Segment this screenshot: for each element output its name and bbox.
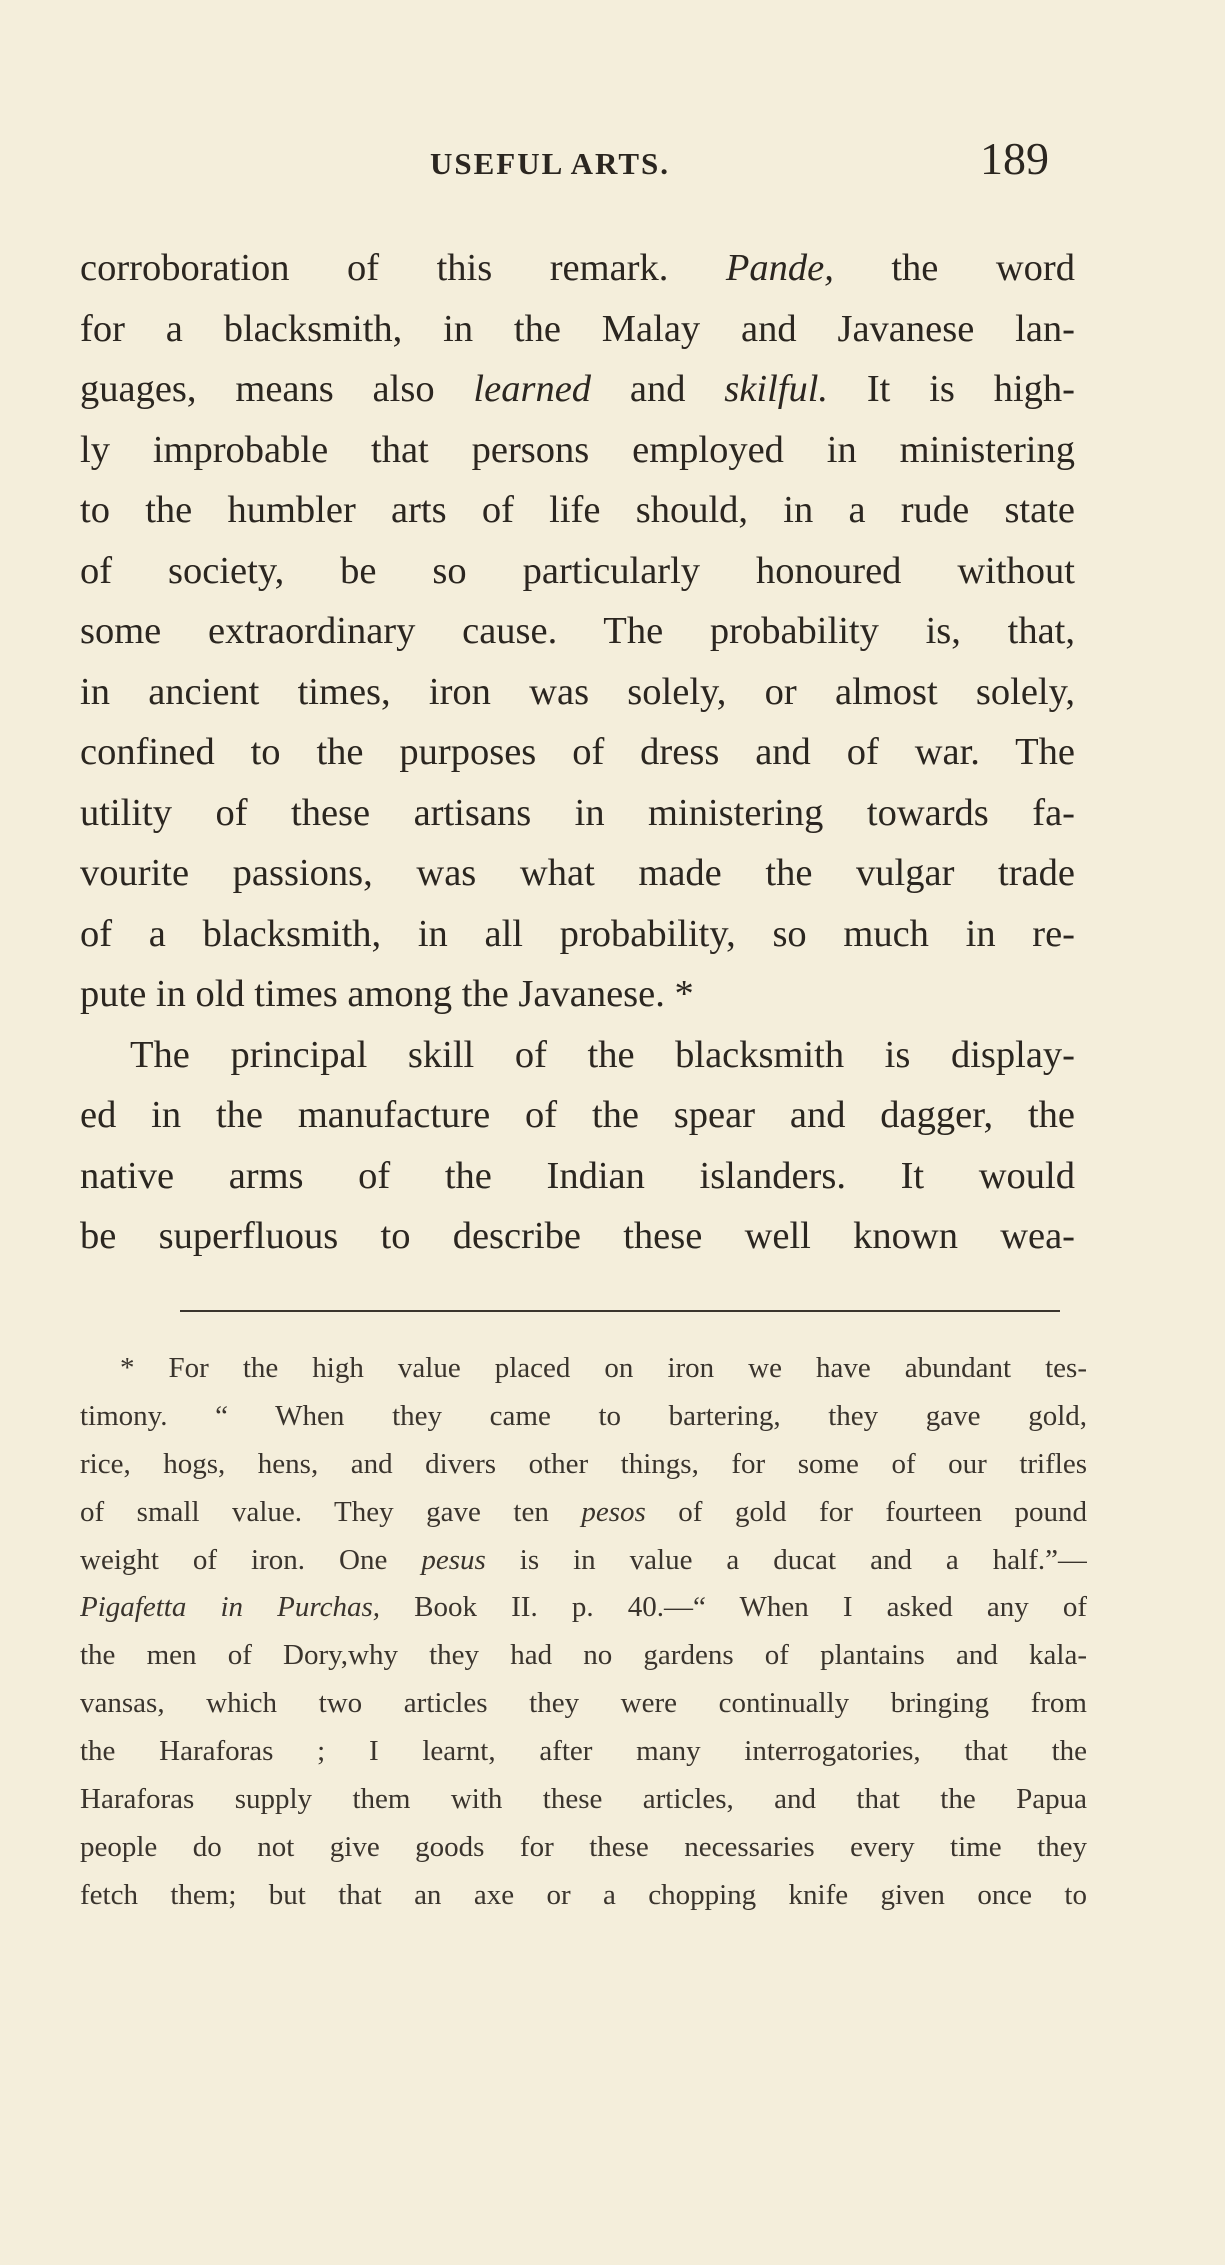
body-text: of society, be so particularly honoured without [80, 549, 1075, 592]
footnote-text: of gold for fourteen pound [645, 1495, 1087, 1528]
body-line [80, 420, 1075, 481]
footnote-text: the men of Dory,why they had no gardens of plantains and kala- [80, 1639, 1087, 1672]
footnote-italic-text: Pigafetta in Purchas, [80, 1591, 380, 1624]
body-text [80, 238, 1075, 1267]
body-line [80, 541, 1075, 602]
footnote-line [80, 1872, 1087, 1920]
footnote-line [80, 1680, 1087, 1728]
body-text: of a blacksmith, in all probability, so much in re- [80, 912, 1075, 955]
body-line [80, 1146, 1075, 1207]
body-line [80, 238, 1075, 299]
body-line [80, 359, 1075, 420]
body-text: guages, means also [80, 368, 474, 410]
body-line [80, 783, 1075, 844]
footnote-line [80, 1489, 1087, 1537]
body-text: to the humbler arts of life should, in a rude state [80, 489, 1075, 531]
body-text: ed in the manufacture of the spear and dagger, the [80, 1094, 1075, 1136]
body-text: utility of these artisans in ministering towards fa- [80, 791, 1075, 834]
body-text: and [591, 368, 725, 410]
running-title: USEFUL ARTS. [430, 146, 670, 181]
footnote-line [80, 1776, 1087, 1824]
footnote-text: * For the high value placed on iron we have abundant tes- [120, 1352, 1087, 1384]
body-text: the word [833, 247, 1075, 289]
body-text: be superfluous to describe these well known wea- [80, 1215, 1075, 1257]
body-text: some extraordinary cause. The probability is, that, [80, 610, 1075, 652]
body-text: The principal skill of the blacksmith is display- [130, 1033, 1075, 1076]
footnote-text: vansas, which two articles they were continually bringing from [80, 1687, 1087, 1720]
footnote-text: weight of iron. One [80, 1543, 422, 1576]
footnote-italic-text: pesos [581, 1495, 646, 1528]
body-text: native arms of the Indian islanders. It would [80, 1154, 1075, 1197]
footnote-line [80, 1393, 1087, 1441]
body-line [80, 722, 1075, 783]
footnote-rule [180, 1310, 1060, 1312]
body-text: vourite passions, was what made the vulgar trade [80, 852, 1075, 894]
body-line [80, 1085, 1075, 1146]
body-italic-text: learned [473, 368, 592, 410]
footnote-text: fetch them; but that an axe or a chopping knife given once to [80, 1878, 1087, 1911]
footnote-line [80, 1824, 1087, 1872]
footnote-text: of small value. They gave ten [80, 1495, 582, 1528]
footnote-text: rice, hogs, hens, and divers other things, for some of our trifles [80, 1447, 1087, 1480]
page-number: 189 [980, 133, 1049, 184]
body-text: It is high- [828, 368, 1075, 410]
running-head [0, 128, 1225, 188]
body-text: corroboration of this remark. [80, 247, 726, 289]
footnote-line [80, 1441, 1087, 1489]
body-text: pute in old times among the Javanese. * [80, 973, 694, 1015]
body-italic-text: skilful. [724, 368, 829, 410]
footnote [80, 1345, 1087, 1920]
body-line [80, 480, 1075, 541]
footnote-text: the Haraforas ; I learnt, after many interrogatories, that the [80, 1735, 1087, 1768]
footnote-line [80, 1584, 1087, 1632]
body-text: for a blacksmith, in the Malay and Javanese lan- [80, 307, 1075, 350]
footnote-line [80, 1345, 1087, 1393]
body-text: in ancient times, iron was solely, or almost solely, [80, 670, 1075, 713]
body-line [80, 904, 1075, 965]
body-line [80, 843, 1075, 904]
body-line [80, 601, 1075, 662]
footnote-text: is in value a ducat and a half.”— [485, 1543, 1087, 1576]
body-line [80, 1206, 1075, 1267]
body-line [80, 299, 1075, 360]
footnote-text: Haraforas supply them with these articles, and that the Papua [80, 1783, 1087, 1816]
footnote-line [80, 1728, 1087, 1776]
body-text: ly improbable that persons employed in ministering [80, 428, 1075, 471]
footnote-italic-text: pesus [421, 1543, 486, 1576]
body-line [80, 964, 1075, 1025]
footnote-line [80, 1537, 1087, 1585]
footnote-text: people do not give goods for these necessaries every time they [80, 1830, 1087, 1863]
body-text: confined to the purposes of dress and of war. The [80, 731, 1075, 773]
footnote-text: Book II. p. 40.—“ When I asked any of [380, 1591, 1087, 1624]
body-line [80, 662, 1075, 723]
footnote-line [80, 1632, 1087, 1680]
footnote-text: timony. “ When they came to bartering, they gave gold, [80, 1399, 1087, 1432]
body-italic-text: Pande, [725, 247, 834, 289]
body-line [80, 1025, 1075, 1086]
